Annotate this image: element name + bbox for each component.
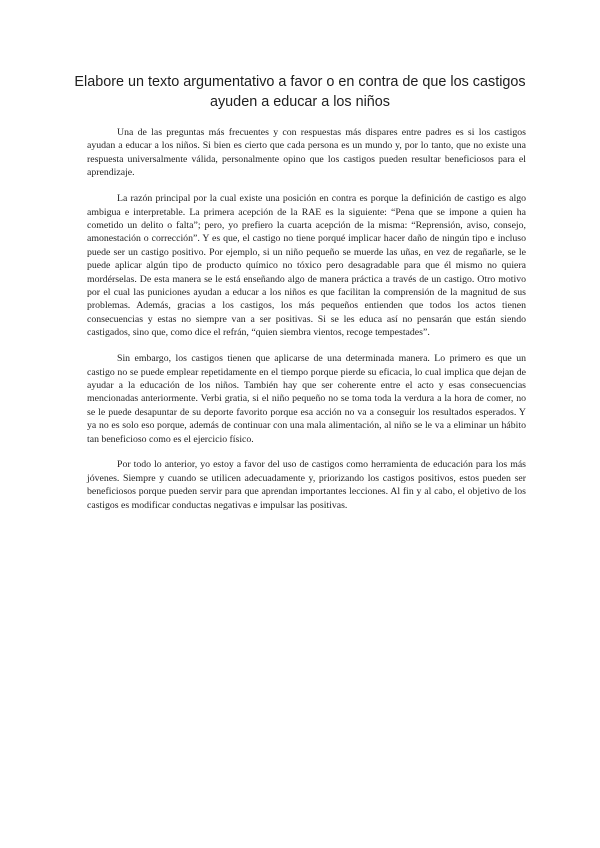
paragraph-argument: La razón principal por la cual existe una posición en contra es porque la definición de castigo es algo ambigua e interpretable. La primera acepción de la RAE es la siguiente: “Pena que se impone a quien ha cometido un delito o falta”; pero, yo prefiero la cuarta acepción de la misma: “Reprensión, aviso, consejo, amonestación o corrección”. Y es que, el castigo no tiene porqué implicar hacer daño de ningún tipo e incluso puede ser un castigo positivo. Por ejemplo, si un niño pequeño se muerde las uñas, en vez de regañarle, se le puede aplicar algún tipo de producto químico no tóxico pero desagradable para que él mismo no quiera mordérselas. De esta manera se le está enseñando algo de manera práctica a través de un castigo. Otro motivo por el cual las puniciones ayudan a educar a los niños es que facilitan la comprensión de la magnitud de sus problemas. Además, gracias a los castigos, los más pequeños entienden que todos los actos tienen consecuencias y estas no siempre van a ser positivas. Si se les educa así no pensarán que están siendo castigados, sino que, como dice el refrán, “quien siembra vientos, recoge tempestades”. (87, 193, 526, 339)
page-title: Elabore un texto argumentativo a favor o en contra de que los castigos ayuden a educar a los niños (74, 74, 526, 110)
paragraph-conclusion: Por todo lo anterior, yo estoy a favor del uso de castigos como herramienta de educación para los más jóvenes. Siempre y cuando se utilicen adecuadamente y, priorizando los castigos positivos, estos pueden ser beneficiosos porque pueden servir para que aprendan importantes lecciones. Al fin y al cabo, el objetivo de los castigos es modificar conductas negativas e impulsar las positivas. (87, 459, 526, 511)
document-body (87, 126, 526, 525)
paragraph-introduction: Una de las preguntas más frecuentes y con respuestas más dispares entre padres es si los castigos ayudan a educar a los niños. Si bien es cierto que cada persona es un mundo y, por lo tanto, que no existe una respuesta universalmente válida, personalmente opino que los castigos pueden resultar beneficiosos para el aprendizaje. (87, 127, 526, 179)
paragraph-counterpoint: Sin embargo, los castigos tienen que aplicarse de una determinada manera. Lo primero es que un castigo no se puede emplear repetidamente en el tiempo porque pierde su eficacia, lo cual implica que dejan de ayudar a la educación de los niños. También hay que ser coherente entre el acto y esas consecuencias mencionadas anteriormente. Verbi gratia, si el niño pequeño no se toma toda la verdura a la hora de comer, no se le puede desapuntar de su deporte favorito porque esa acción no va a conseguir los resultados esperados. Y ya no es solo eso porque, además de continuar con una mala alimentación, al niño se le va a eliminar un hábito tan beneficioso como es el ejercicio físico. (87, 353, 526, 445)
